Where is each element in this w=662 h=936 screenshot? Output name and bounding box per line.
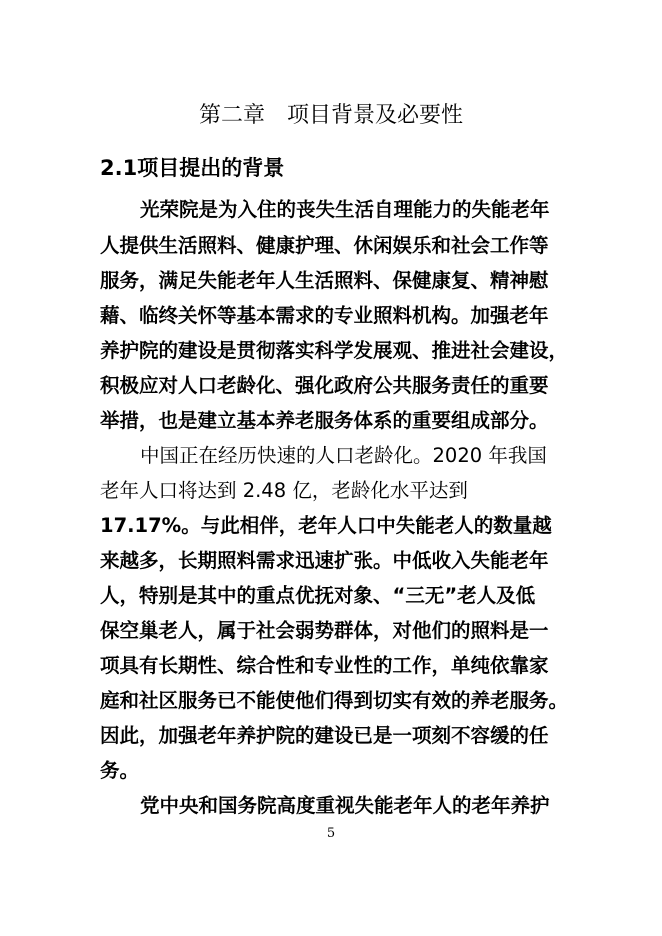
paragraph-line: 人提供生活照料、健康护理、休闲娱乐和社会工作等	[100, 234, 549, 257]
page-number: 5	[326, 826, 336, 841]
paragraph-line: 务。	[100, 759, 140, 782]
paragraph-line: 养护院的建设是贯彻落实科学发展观、推进社会建设，	[100, 339, 569, 362]
paragraph-line: 积极应对人口老龄化、强化政府公共服务责任的重要	[100, 374, 549, 397]
paragraph-line: 人，特别是其中的重点优抚对象、“三无”老人及低	[100, 584, 536, 607]
paragraph-line: 来越多，长期照料需求迅速扩张。中低收入失能老年	[100, 549, 549, 572]
paragraph-line: 保空巢老人，属于社会弱势群体，对他们的照料是一	[100, 619, 549, 642]
paragraph-line: 光荣院是为入住的丧失生活自理能力的失能老年	[140, 198, 550, 221]
paragraph-line: 中国正在经历快速的人口老龄化。2020 年我国	[140, 444, 547, 467]
paragraph-line: 党中央和国务院高度重视失能老年人的老年养护	[140, 794, 550, 817]
paragraph-line: 老年人口将达到 2.48 亿，老龄化水平达到	[100, 479, 468, 502]
paragraph-line: 因此，加强老年养护院的建设已是一项刻不容缓的任	[100, 724, 549, 747]
paragraph-line: 项具有长期性、综合性和专业性的工作，单纯依靠家	[100, 654, 549, 677]
paragraph-line: 藉、临终关怀等基本需求的专业照料机构。加强老年	[100, 304, 549, 327]
chapter-title: 第二章 项目背景及必要性	[198, 103, 463, 128]
paragraph-line: 服务，满足失能老年人生活照料、保健康复、精神慰	[100, 269, 549, 292]
paragraph-line: 17.17%。与此相伴，老年人口中失能老人的数量越	[100, 514, 552, 537]
section-title: 2.1项目提出的背景	[100, 156, 285, 180]
paragraph-line: 庭和社区服务已不能使他们得到切实有效的养老服务。	[100, 689, 569, 712]
paragraph-line: 举措，也是建立基本养老服务体系的重要组成部分。	[100, 409, 549, 432]
